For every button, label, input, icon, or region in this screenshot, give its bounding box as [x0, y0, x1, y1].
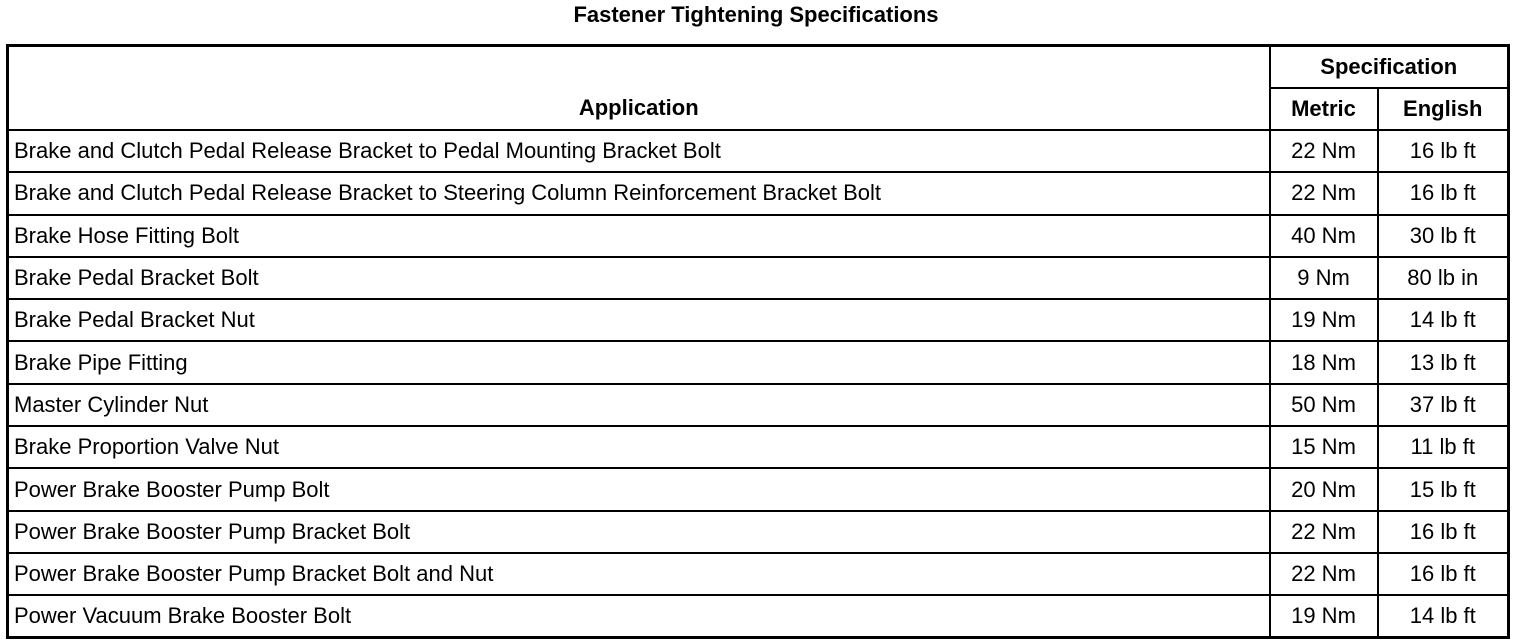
table-body	[8, 130, 1509, 638]
cell-metric: 9 Nm	[1270, 257, 1378, 299]
cell-english: 16 lb ft	[1378, 553, 1509, 595]
table-row	[8, 130, 1509, 172]
table-row	[8, 553, 1509, 595]
table-row	[8, 426, 1509, 468]
table-row	[8, 384, 1509, 426]
cell-metric: 50 Nm	[1270, 384, 1378, 426]
cell-application: Power Brake Booster Pump Bolt	[8, 468, 1270, 510]
cell-application: Brake Pedal Bracket Bolt	[8, 257, 1270, 299]
cell-application: Power Brake Booster Pump Bracket Bolt and Nut	[8, 553, 1270, 595]
cell-english: 13 lb ft	[1378, 341, 1509, 383]
cell-english: 80 lb in	[1378, 257, 1509, 299]
cell-english: 30 lb ft	[1378, 215, 1509, 257]
cell-application: Brake Pipe Fitting	[8, 341, 1270, 383]
table-row	[8, 172, 1509, 214]
cell-english: 15 lb ft	[1378, 468, 1509, 510]
cell-english: 16 lb ft	[1378, 511, 1509, 553]
column-header-metric: Metric	[1270, 88, 1378, 130]
column-header-specification: Specification	[1270, 46, 1509, 89]
fastener-spec-table	[6, 44, 1510, 639]
cell-metric: 19 Nm	[1270, 595, 1378, 637]
table-row	[8, 257, 1509, 299]
cell-application: Master Cylinder Nut	[8, 384, 1270, 426]
table-row	[8, 341, 1509, 383]
table-row	[8, 511, 1509, 553]
cell-application: Brake and Clutch Pedal Release Bracket to Pedal Mounting Bracket Bolt	[8, 130, 1270, 172]
cell-application: Power Brake Booster Pump Bracket Bolt	[8, 511, 1270, 553]
cell-application: Brake Pedal Bracket Nut	[8, 299, 1270, 341]
cell-metric: 20 Nm	[1270, 468, 1378, 510]
cell-english: 14 lb ft	[1378, 299, 1509, 341]
table-row	[8, 299, 1509, 341]
table-row	[8, 215, 1509, 257]
cell-metric: 22 Nm	[1270, 511, 1378, 553]
table-row	[8, 468, 1509, 510]
cell-metric: 22 Nm	[1270, 172, 1378, 214]
column-header-english: English	[1378, 88, 1509, 130]
table-row	[8, 595, 1509, 637]
cell-metric: 19 Nm	[1270, 299, 1378, 341]
cell-english: 14 lb ft	[1378, 595, 1509, 637]
cell-metric: 15 Nm	[1270, 426, 1378, 468]
cell-application: Brake and Clutch Pedal Release Bracket to Steering Column Reinforcement Bracket Bolt	[8, 172, 1270, 214]
cell-english: 16 lb ft	[1378, 130, 1509, 172]
column-header-application: Application	[8, 46, 1270, 131]
cell-metric: 40 Nm	[1270, 215, 1378, 257]
cell-application: Brake Hose Fitting Bolt	[8, 215, 1270, 257]
cell-metric: 22 Nm	[1270, 553, 1378, 595]
cell-english: 16 lb ft	[1378, 172, 1509, 214]
cell-metric: 18 Nm	[1270, 341, 1378, 383]
cell-application: Brake Proportion Valve Nut	[8, 426, 1270, 468]
cell-english: 11 lb ft	[1378, 426, 1509, 468]
cell-english: 37 lb ft	[1378, 384, 1509, 426]
cell-metric: 22 Nm	[1270, 130, 1378, 172]
cell-application: Power Vacuum Brake Booster Bolt	[8, 595, 1270, 637]
table-header	[8, 46, 1509, 131]
page-title: Fastener Tightening Specifications	[573, 2, 939, 27]
